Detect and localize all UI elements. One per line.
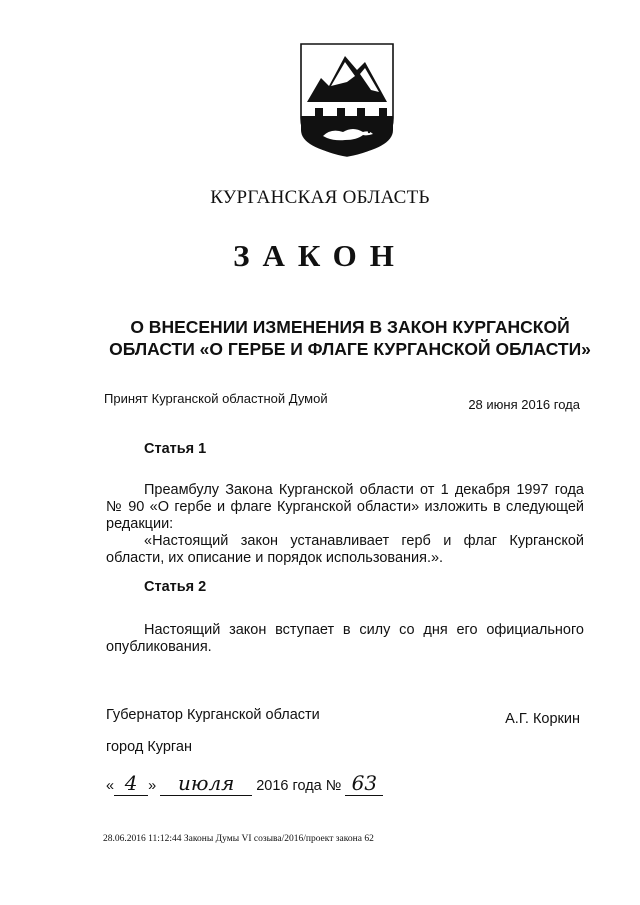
signing-date-line <box>106 771 383 801</box>
article-1-heading: Статья 1 <box>144 441 207 457</box>
city-label: город Курган <box>106 739 192 755</box>
signatory-name: А.Г. Коркин <box>505 711 580 727</box>
article-1-paragraph-1: Преамбулу Закона Курганской области от 1 декабря 1997 года № 90 «О гербе и флаге Курганской области» изложить в следующей редакции: <box>106 482 584 532</box>
handwritten-month: июля <box>160 771 252 796</box>
law-title <box>80 316 620 360</box>
year-number-label: 2016 года № <box>256 778 342 794</box>
article-2-heading: Статья 2 <box>144 579 207 595</box>
article-1-paragraph-2: «Настоящий закон устанавливает герб и флаг Курганской области, их описание и порядок использования.». <box>106 533 584 566</box>
adopted-by: Принят Курганской областной Думой <box>104 391 328 406</box>
law-title-line-1: О ВНЕСЕНИИ ИЗМЕНЕНИЯ В ЗАКОН КУРГАНСКОЙ <box>130 317 570 337</box>
document-type: ЗАКОН <box>233 238 407 273</box>
close-quote: » <box>148 778 157 794</box>
open-quote: « <box>106 778 115 794</box>
region-name: КУРГАНСКАЯ ОБЛАСТЬ <box>210 187 430 208</box>
file-path-footer: 28.06.2016 11:12:44 Законы Думы VI созыва/2016/проект закона 62 <box>103 834 374 844</box>
handwritten-day: 4 <box>114 771 148 796</box>
adoption-date: 28 июня 2016 года <box>468 397 580 412</box>
article-2-paragraph-1: Настоящий закон вступает в силу со дня его официального опубликования. <box>106 622 584 655</box>
coat-of-arms-icon <box>297 40 397 158</box>
handwritten-law-number: 63 <box>345 771 383 796</box>
signatory-position: Губернатор Курганской области <box>106 707 320 723</box>
law-title-line-2: ОБЛАСТИ «О ГЕРБЕ И ФЛАГЕ КУРГАНСКОЙ ОБЛАСТИ» <box>109 339 591 359</box>
